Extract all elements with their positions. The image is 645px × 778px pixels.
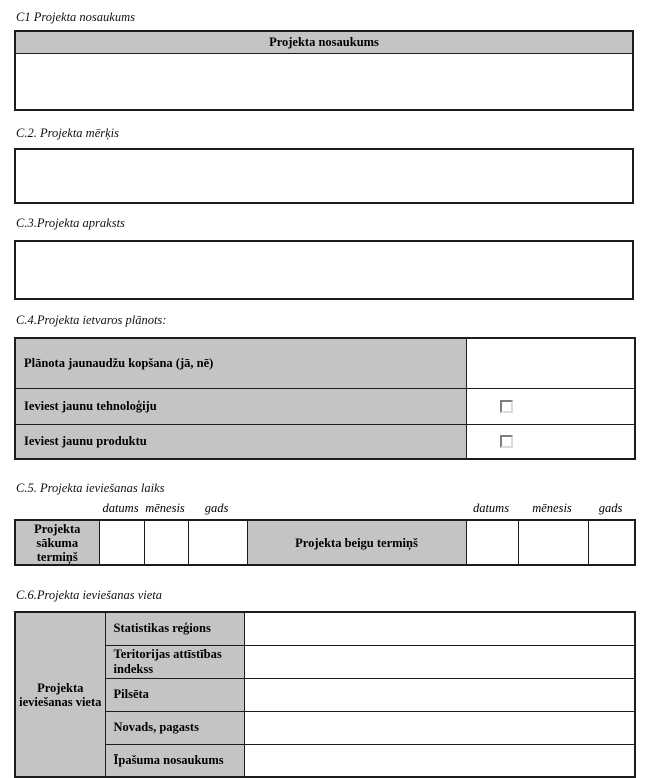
spacer bbox=[246, 501, 465, 516]
start-gads-label: gads bbox=[204, 501, 229, 515]
jauns-produkts-cell bbox=[466, 424, 635, 459]
table-row bbox=[15, 520, 635, 565]
start-datums-label: datums bbox=[102, 501, 139, 515]
jauna-tehnologija-checkbox[interactable] bbox=[500, 400, 513, 413]
project-goal-input[interactable] bbox=[14, 148, 634, 204]
section-heading-c3: C.3.Projekta apraksts bbox=[16, 216, 125, 230]
section-heading-c1: C1 Projekta nosaukums bbox=[16, 10, 135, 24]
project-title-header: Projekta nosaukums bbox=[15, 31, 633, 53]
end-menesis-input[interactable] bbox=[518, 520, 588, 565]
section-heading-c5: C.5. Projekta ieviešanas laiks bbox=[16, 481, 165, 495]
jaunaudzu-kopsana-input[interactable] bbox=[466, 338, 635, 388]
statistikas-regions-input[interactable] bbox=[244, 612, 635, 645]
table-row bbox=[15, 338, 635, 388]
place-group-label: Projekta ieviešanas vieta bbox=[15, 612, 105, 777]
project-title-input[interactable] bbox=[15, 53, 633, 110]
end-menesis-label: mēnesis bbox=[532, 501, 572, 515]
start-menesis-label: mēnesis bbox=[145, 501, 185, 515]
attistibas-indekss-input[interactable] bbox=[244, 645, 635, 678]
table-row bbox=[15, 678, 635, 711]
end-term-label: Projekta beigu termiņš bbox=[247, 520, 466, 565]
table-row bbox=[15, 612, 635, 645]
table-row bbox=[15, 388, 635, 424]
implementation-time-table bbox=[14, 519, 636, 566]
implementation-place-table bbox=[14, 611, 636, 778]
attistibas-indekss-label: Teritorijas attīstības indekss bbox=[105, 645, 244, 678]
spacer bbox=[14, 501, 98, 516]
jauns-produkts-label: Ieviest jaunu produktu bbox=[15, 424, 466, 459]
section-heading-c6: C.6.Projekta ieviešanas vieta bbox=[16, 588, 163, 602]
table-row bbox=[15, 645, 635, 678]
jauna-tehnologija-label: Ieviest jaunu tehnoloģiju bbox=[15, 388, 466, 424]
start-datums-input[interactable] bbox=[99, 520, 144, 565]
start-gads-input[interactable] bbox=[188, 520, 247, 565]
section-heading-c4: C.4.Projekta ietvaros plānots: bbox=[16, 313, 167, 327]
project-title-table bbox=[14, 30, 634, 111]
jauna-tehnologija-cell bbox=[466, 388, 635, 424]
ipasuma-nosaukums-label: Īpašuma nosaukums bbox=[105, 744, 244, 777]
section-heading-c2: C.2. Projekta mērķis bbox=[16, 126, 119, 140]
end-datums-label: datums bbox=[472, 501, 510, 515]
jaunaudzu-kopsana-label: Plānota jaunaudžu kopšana (jā, nē) bbox=[15, 338, 466, 388]
jauns-produkts-checkbox[interactable] bbox=[500, 435, 513, 448]
novads-pagasts-input[interactable] bbox=[244, 711, 635, 744]
date-column-labels bbox=[14, 501, 634, 516]
table-row bbox=[15, 424, 635, 459]
project-description-input[interactable] bbox=[14, 240, 634, 300]
start-menesis-input[interactable] bbox=[144, 520, 188, 565]
table-row bbox=[15, 711, 635, 744]
end-gads-input[interactable] bbox=[588, 520, 635, 565]
pilseta-label: Pilsēta bbox=[105, 678, 244, 711]
pilseta-input[interactable] bbox=[244, 678, 635, 711]
novads-pagasts-label: Novads, pagasts bbox=[105, 711, 244, 744]
start-term-label: Projekta sākuma termiņš bbox=[15, 520, 99, 565]
statistikas-regions-label: Statistikas reģions bbox=[105, 612, 244, 645]
planned-activities-table bbox=[14, 337, 636, 460]
end-gads-label: gads bbox=[598, 501, 623, 515]
end-datums-input[interactable] bbox=[466, 520, 518, 565]
